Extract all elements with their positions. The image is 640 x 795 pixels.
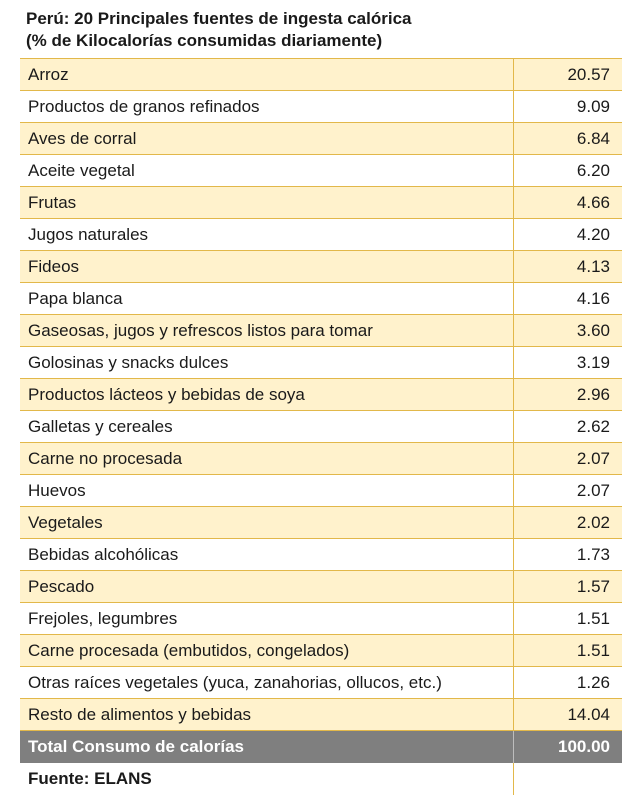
table-row: [20, 571, 622, 603]
table-row: [20, 539, 622, 571]
table-row: [20, 507, 622, 539]
row-label: Otras raíces vegetales (yuca, zanahorias, ollucos, etc.): [20, 667, 514, 698]
row-value: 1.26: [576, 673, 610, 692]
row-value: 6.20: [576, 161, 610, 180]
table-title: [26, 8, 626, 52]
source-row: [20, 763, 622, 795]
table-row: [20, 379, 622, 411]
row-label: Galletas y cereales: [20, 411, 514, 442]
row-value: 20.57: [567, 65, 610, 84]
row-label: Productos lácteos y bebidas de soya: [20, 379, 514, 410]
row-label: Aceite vegetal: [20, 155, 514, 186]
row-value: 4.16: [576, 289, 610, 308]
row-label: Arroz: [20, 59, 514, 90]
row-label: Pescado: [20, 571, 514, 602]
table-row: [20, 635, 622, 667]
table-row: [20, 475, 622, 507]
row-label: Papa blanca: [20, 283, 514, 314]
row-value: 2.07: [576, 481, 610, 500]
row-value: 1.73: [576, 545, 610, 564]
table-row: [20, 219, 622, 251]
table-row: [20, 699, 622, 731]
table-row: [20, 347, 622, 379]
table-row: [20, 91, 622, 123]
row-label: Carne no procesada: [20, 443, 514, 474]
row-label: Total Consumo de calorías: [20, 731, 514, 763]
row-value: 9.09: [576, 97, 610, 116]
row-label: Huevos: [20, 475, 514, 506]
table-row: [20, 59, 622, 91]
row-value: 2.07: [576, 449, 610, 468]
row-value: 4.13: [576, 257, 610, 276]
row-label: Productos de granos refinados: [20, 91, 514, 122]
row-value: 2.02: [576, 513, 610, 532]
row-label: Fideos: [20, 251, 514, 282]
row-label: Frejoles, legumbres: [20, 603, 514, 634]
table-row: [20, 667, 622, 699]
table-row: [20, 411, 622, 443]
table-row: [20, 443, 622, 475]
row-value: 4.20: [576, 225, 610, 244]
row-label: Gaseosas, jugos y refrescos listos para tomar: [20, 315, 514, 346]
row-value: 3.19: [576, 353, 610, 372]
row-label: Jugos naturales: [20, 219, 514, 250]
row-label: Bebidas alcohólicas: [20, 539, 514, 570]
row-label: Fuente: ELANS: [20, 763, 514, 795]
row-value: 2.96: [576, 385, 610, 404]
row-label: Golosinas y snacks dulces: [20, 347, 514, 378]
row-value: 14.04: [567, 705, 610, 724]
row-value: 1.51: [576, 641, 610, 660]
calorie-table: [20, 58, 622, 795]
row-value: 1.57: [576, 577, 610, 596]
total-row: [20, 731, 622, 763]
table-row: [20, 123, 622, 155]
row-label: Frutas: [20, 187, 514, 218]
table-row: [20, 315, 622, 347]
row-value: 3.60: [576, 321, 610, 340]
row-value: 1.51: [576, 609, 610, 628]
row-value: 2.62: [576, 417, 610, 436]
title-line-2: (% de Kilocalorías consumidas diariamente): [26, 31, 383, 50]
table-row: [20, 155, 622, 187]
table-row: [20, 187, 622, 219]
row-label: Resto de alimentos y bebidas: [20, 699, 514, 730]
table-row: [20, 603, 622, 635]
row-value: 100.00: [558, 737, 610, 756]
title-line-1: Perú: 20 Principales fuentes de ingesta calórica: [26, 9, 412, 28]
table-row: [20, 283, 622, 315]
row-value: 6.84: [576, 129, 610, 148]
row-value: 4.66: [576, 193, 610, 212]
row-label: Vegetales: [20, 507, 514, 538]
table-row: [20, 251, 622, 283]
row-label: Carne procesada (embutidos, congelados): [20, 635, 514, 666]
row-value: [514, 763, 622, 795]
row-label: Aves de corral: [20, 123, 514, 154]
